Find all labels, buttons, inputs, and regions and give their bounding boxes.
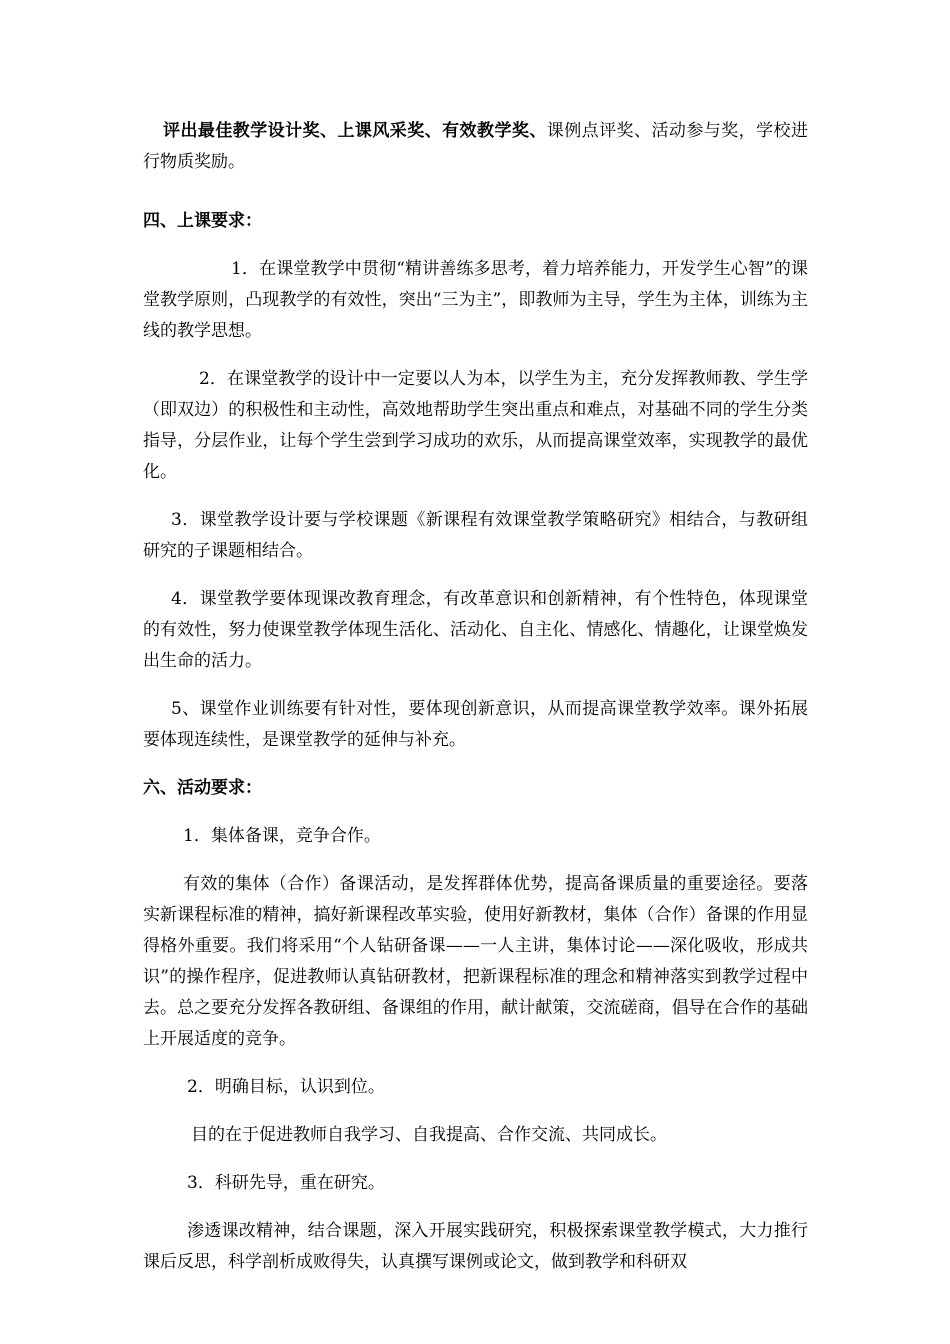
requirement-3: 3．课堂教学设计要与学校课题《新课程有效课堂教学策略研究》相结合，与教研组研究的子课题相结合。 <box>143 510 808 561</box>
document-page <box>143 116 808 1278</box>
activity-3-body: 渗透课改精神，结合课题，深入开展实践研究，积极探索课堂教学模式，大力推行课后反思，科学剖析成败得失，认真撰写课例或论文，做到教学和科研双 <box>143 1221 808 1272</box>
activity-2-title: 2．明确目标，认识到位。 <box>187 1077 385 1097</box>
activity-1-body: 有效的集体（合作）备课活动，是发挥群体优势，提高备课质量的重要途径。要落实新课程标准的精神，搞好新课程改革实验，使用好新教材，集体（合作）备课的作用显得格外重要。我们将采用“个人钻研备课——一人主讲，集体讨论——深化吸收，形成共识”的操作程序，促进教师认真钻研教材，把新课程标准的理念和精神落实到教学过程中去。总之要充分发挥各教研组、备课组的作用，献计献策，交流磋商，倡导在合作的基础上开展适度的竞争。 <box>143 874 808 1049</box>
requirement-5: 5、课堂作业训练要有针对性，要体现创新意识，从而提高课堂教学效率。课外拓展要体现连续性，是课堂教学的延伸与补充。 <box>143 699 808 750</box>
award-rest-text: 课例点评奖、活动参与奖，学校进行物质奖励。 <box>143 121 809 172</box>
section-heading-4: 四、上课要求： <box>143 211 262 231</box>
award-bold-text: 评出最佳教学设计奖、上课风采奖、有效教学奖、 <box>163 121 547 141</box>
award-paragraph <box>143 116 808 178</box>
activity-3-title: 3．科研先导，重在研究。 <box>187 1173 385 1193</box>
requirement-1: 1．在课堂教学中贯彻“精讲善练多思考，着力培养能力，开发学生心智”的课堂教学原则，凸现教学的有效性，突出“三为主”，即教师为主导，学生为主体，训练为主线的教学思想。 <box>143 259 808 341</box>
requirement-2: 2．在课堂教学的设计中一定要以人为本，以学生为主，充分发挥教师教、学生学（即双边）的积极性和主动性，高效地帮助学生突出重点和难点，对基础不同的学生分类指导，分层作业，让每个学生尝到学习成功的欢乐，从而提高课堂效率，实现教学的最优化。 <box>143 369 808 482</box>
requirement-4: 4．课堂教学要体现课改教育理念，有改革意识和创新精神，有个性特色，体现课堂的有效性，努力使课堂教学体现生活化、活动化、自主化、情感化、情趣化，让课堂焕发出生命的活力。 <box>143 589 808 671</box>
activity-2-body: 目的在于促进教师自我学习、自我提高、合作交流、共同成长。 <box>191 1125 667 1145</box>
activity-1-title: 1．集体备课，竞争合作。 <box>183 826 381 846</box>
section-heading-6: 六、活动要求： <box>143 778 262 798</box>
